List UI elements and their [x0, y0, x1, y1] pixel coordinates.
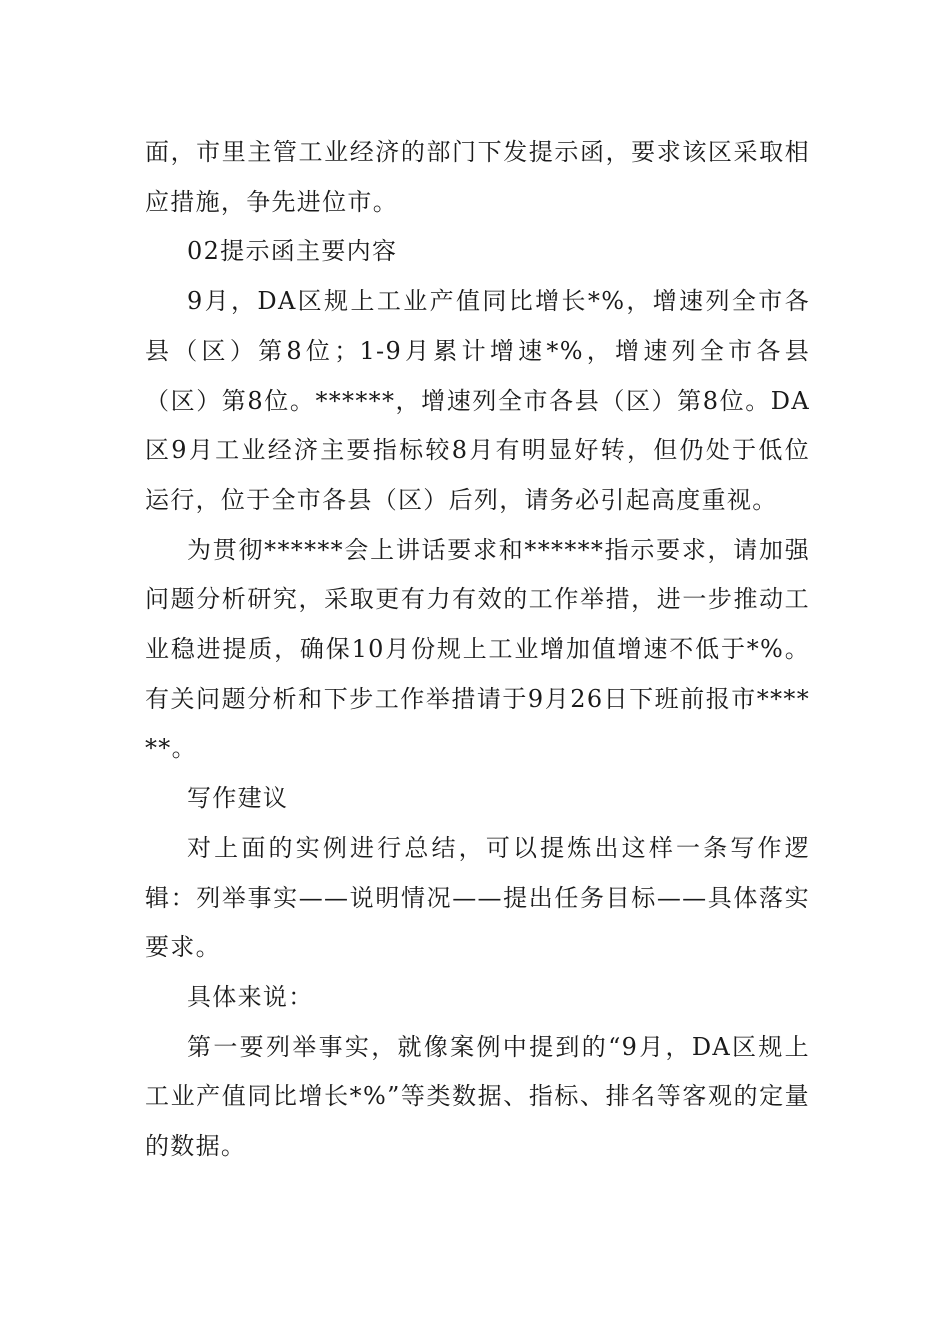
section-heading-writing-advice: 写作建议: [187, 784, 289, 813]
paragraph-statistics: 9月，DA区规上工业产值同比增长*%，增速列全市各县（区）第8位；1-9月累计增速*%，增速列全市各县（区）第8位。******，增速列全市各县（区）第8位。DA区9月工业经济主要指标较8月有明显好转，但仍处于低位运行，位于全市各县（区）后列，请务必引起高度重视。: [145, 287, 810, 514]
paragraph-requirements: 为贯彻******会上讲话要求和******指示要求，请加强问题分析研究，采取更有力有效的工作举措，进一步推动工业稳进提质，确保10月份规上工业增加值增速不低于*%。有关问题分析和下步工作举措请于9月26日下班前报市******。: [145, 535, 810, 763]
document-body: [145, 128, 810, 1172]
section-heading-02: 02提示函主要内容: [187, 237, 398, 266]
paragraph-summary: 对上面的实例进行总结，可以提炼出这样一条写作逻辑：列举事实——说明情况——提出任务目标——具体落实要求。: [145, 833, 810, 962]
paragraph-first-point: 第一要列举事实，就像案例中提到的“9月，DA区规上工业产值同比增长*%”等类数据、指标、排名等客观的定量的数据。: [145, 1032, 810, 1161]
paragraph-continuation: 面，市里主管工业经济的部门下发提示函，要求该区采取相应措施，争先进位市。: [145, 138, 810, 216]
paragraph-specifically: 具体来说：: [187, 982, 314, 1011]
